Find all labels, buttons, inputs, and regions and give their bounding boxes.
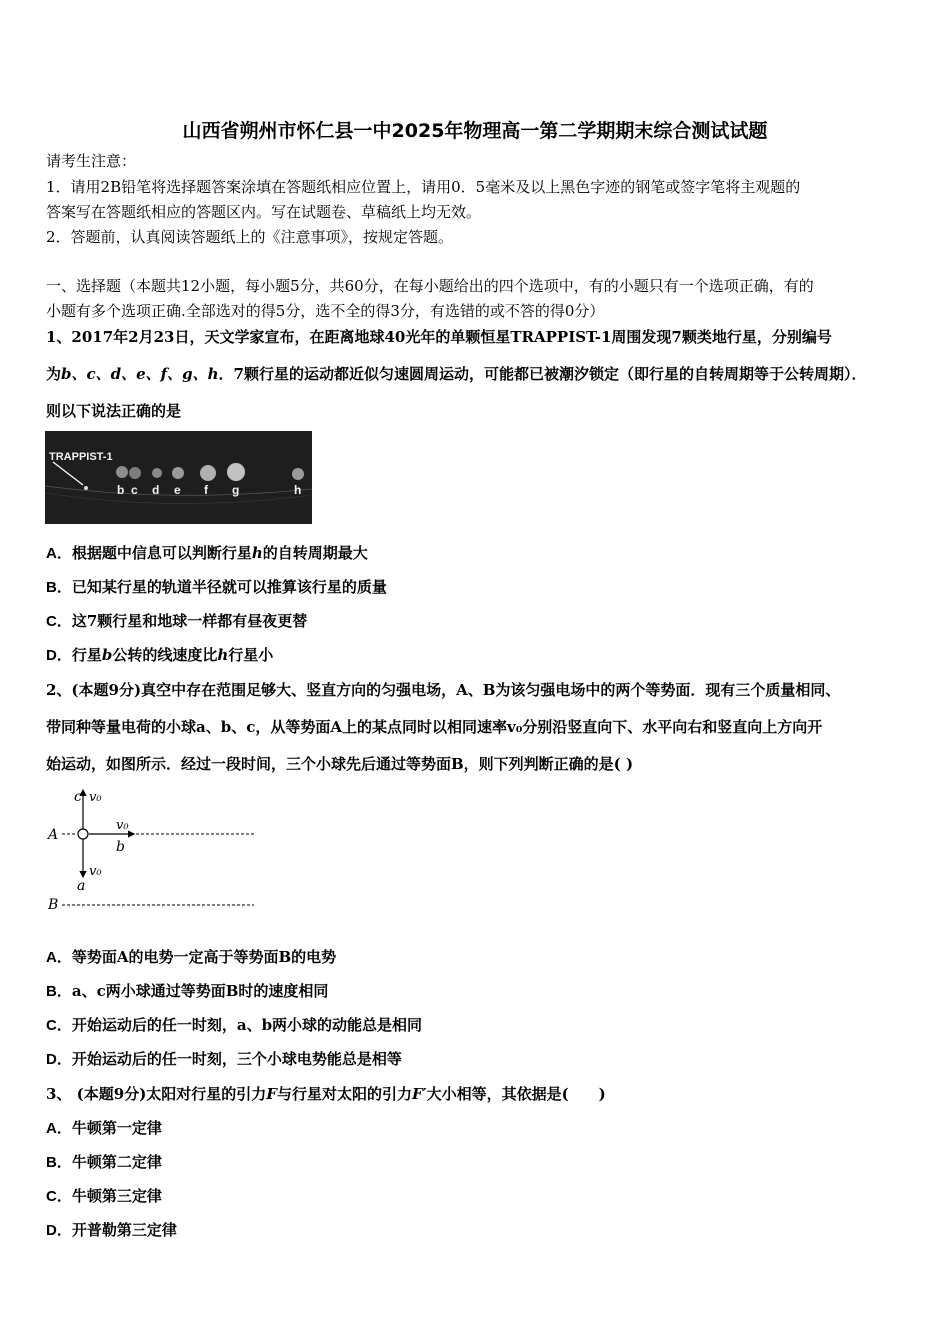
q3-option-a[interactable] xyxy=(46,1119,162,1138)
q1-line2-pre: 为 xyxy=(46,365,62,383)
label-v0-down: v₀ xyxy=(89,864,102,879)
q2-option-c[interactable] xyxy=(46,1016,422,1035)
label-e: e xyxy=(174,483,181,497)
label-v0-up: v₀ xyxy=(89,790,102,805)
planet-h xyxy=(292,468,304,480)
option-text: 牛顿第二定律 xyxy=(71,1153,162,1171)
option-text: 开始运动后的任一时刻，a、b两小球的动能总是相同 xyxy=(71,1016,423,1034)
q3-stem xyxy=(46,1085,606,1103)
q3-stem-pre: 3、 (本题9分)太阳对行星的引力 xyxy=(46,1085,267,1103)
field-figure xyxy=(44,782,260,914)
q3-option-b[interactable] xyxy=(46,1153,162,1172)
q2-stem-line3: 始运动，如图所示．经过一段时间，三个小球先后通过等势面B，则下列判断正确的是( ) xyxy=(46,755,634,773)
label-h: h xyxy=(294,483,302,497)
q1-option-c[interactable] xyxy=(46,612,307,631)
label-g: g xyxy=(232,483,240,497)
option-text: 开始运动后的任一时刻，三个小球电势能总是相等 xyxy=(71,1050,402,1068)
star-label: TRAPPIST-1 xyxy=(49,451,113,463)
ball-start xyxy=(78,829,88,839)
planet-b xyxy=(116,466,128,478)
option-text: a、c两小球通过等势面B时的速度相同 xyxy=(71,982,329,1000)
notice-heading: 请考生注意： xyxy=(46,152,137,170)
q3-option-c[interactable] xyxy=(46,1187,162,1206)
label-b: b xyxy=(116,839,125,855)
q1-option-b[interactable] xyxy=(46,578,387,597)
label-v0-right: v₀ xyxy=(116,818,129,833)
page-title: 山西省朔州市怀仁县一中2025年物理高一第二学期期末综合测试试题 xyxy=(182,120,768,142)
q3-stem-mid: 与行星对太阳的引力 xyxy=(276,1085,412,1103)
option-letter: C． xyxy=(46,613,72,630)
label-c: c xyxy=(74,789,82,805)
option-text: 牛顿第三定律 xyxy=(71,1187,162,1205)
option-var: b xyxy=(101,646,113,664)
option-var: h xyxy=(217,646,229,664)
q3-stem-post: 大小相等，其依据是( ) xyxy=(426,1085,606,1103)
option-letter: B． xyxy=(46,983,72,1000)
option-text: 等势面A的电势一定高于等势面B的电势 xyxy=(71,948,337,966)
q2-stem-line1: 2、(本题9分)真空中存在范围足够大、竖直方向的匀强电场，A、B为该匀强电场中的两个等势面．现有三个质量相同、 xyxy=(46,681,841,699)
option-letter: A． xyxy=(46,1120,72,1137)
label-a: a xyxy=(77,878,86,894)
q1-stem-line3: 则以下说法正确的是 xyxy=(46,402,182,420)
q3-option-d[interactable] xyxy=(46,1221,177,1240)
option-text: 行星 xyxy=(71,646,102,664)
q1-line2-post: ．7颗行星的运动都近似匀速圆周运动，可能都已被潮汐锁定（即行星的自转周期等于公转周期）． xyxy=(218,365,867,383)
option-letter: D． xyxy=(46,647,72,664)
section-heading-a: 一、选择题（本题共12小题，每小题5分，共60分，在每小题给出的四个选项中，有的小题只有一个选项正确，有的 xyxy=(46,277,814,295)
planet-f xyxy=(200,465,216,481)
option-text: 这7颗行星和地球一样都有昼夜更替 xyxy=(71,612,308,630)
trappist-figure xyxy=(45,431,312,524)
q1-stem-line2 xyxy=(46,365,866,383)
option-text: 开普勒第三定律 xyxy=(71,1221,177,1239)
option-letter: C． xyxy=(46,1188,72,1205)
planet-d xyxy=(152,468,162,478)
planet-c xyxy=(129,467,141,479)
q1-stem-line1: 1、2017年2月23日，天文学家宣布，在距离地球40光年的单颗恒星TRAPPIST-1周围发现7颗类地行星，分别编号 xyxy=(46,328,832,346)
q2-option-a[interactable] xyxy=(46,948,336,967)
option-var: h xyxy=(251,544,263,562)
label-f: f xyxy=(204,483,208,497)
option-letter: C． xyxy=(46,1017,72,1034)
label-c: c xyxy=(131,483,138,497)
q3-var-F: F xyxy=(266,1085,277,1103)
option-letter: D． xyxy=(46,1222,72,1239)
q1-option-a[interactable] xyxy=(46,544,368,563)
option-letter: D． xyxy=(46,1051,72,1068)
label-A: A xyxy=(48,827,59,843)
q2-stem-line2: 带同种等量电荷的小球a、b、c，从等势面A上的某点同时以相同速率v₀分别沿竖直向下、水平向右和竖直向上方向开 xyxy=(46,718,823,736)
notice-2: 2．答题前，认真阅读答题纸上的《注意事项》，按规定答题。 xyxy=(46,228,454,246)
q2-option-d[interactable] xyxy=(46,1050,402,1069)
option-letter: B． xyxy=(46,579,72,596)
option-letter: A． xyxy=(46,949,72,966)
option-letter: A． xyxy=(46,545,72,562)
q1-planet-list: b、c、d、e、f、g、h xyxy=(61,365,219,383)
q2-option-b[interactable] xyxy=(46,982,328,1001)
option-text: 牛顿第一定律 xyxy=(71,1119,162,1137)
star-dot xyxy=(84,486,88,490)
section-heading-b: 小题有多个选项正确.全部选对的得5分，选不全的得3分，有选错的或不答的得0分） xyxy=(46,302,605,320)
option-text: 的自转周期最大 xyxy=(262,544,368,562)
q3-var-F-prime: F′ xyxy=(411,1085,427,1103)
q1-option-d[interactable] xyxy=(46,646,273,665)
label-B: B xyxy=(48,897,59,913)
planet-e xyxy=(172,467,184,479)
option-letter: B． xyxy=(46,1154,72,1171)
option-text: 公转的线速度比 xyxy=(112,646,218,664)
notice-1a: 1．请用2B铅笔将选择题答案涂填在答题纸相应位置上，请用0．5毫米及以上黑色字迹的钢笔或签字笔将主观题的 xyxy=(46,178,801,196)
label-d: d xyxy=(152,483,160,497)
option-text: 根据题中信息可以判断行星 xyxy=(71,544,252,562)
notice-1b: 答案写在答题纸相应的答题区内。写在试题卷、草稿纸上均无效。 xyxy=(46,203,482,221)
label-b: b xyxy=(117,483,125,497)
option-text: 已知某行星的轨道半径就可以推算该行星的质量 xyxy=(71,578,387,596)
planet-g xyxy=(227,463,245,481)
option-text: 行星小 xyxy=(228,646,274,664)
